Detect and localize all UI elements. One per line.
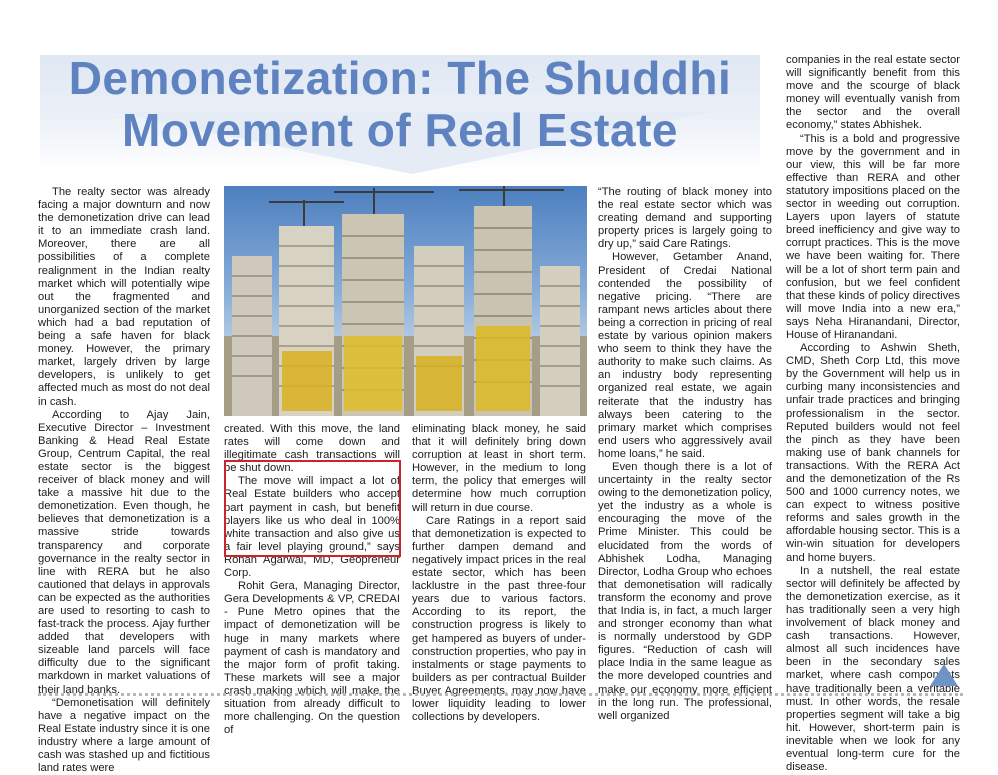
article-column-4 — [598, 186, 772, 723]
paragraph: Care Ratings in a report said that demonetization is expected to further dampen demand and negatively impact prices in the real estate sector, which has been lacklustre in the past three-four years due to various factors. According to its report, the construction progress is likely to get hampered as buyers of under-construction properties, who pay in instalments or stage payments to builders as per contractual Builder Buyer Agreements, may now have lower liquidity leading to lower collections by developers. — [412, 514, 586, 724]
page-corner-triangle-icon — [930, 664, 958, 686]
article-column-1 — [38, 186, 210, 775]
paragraph: The realty sector was already facing a major downturn and now the demonetization drive can lead it to an immediate crash land. Moreover, there are all possibilities of a complete realignment in the Indian realty market which will potentially wipe out the fragmented and unorganized section of the market which had a bad reputation of being a safe haven for black money. However, the primary market, largely driven by large developers, is unlikely to get affected much as most do not deal in cash. — [38, 186, 210, 408]
paragraph: “This is a bold and progressive move by the government and in our view, this will be far more effective than RERA and other statutory impositions placed on the sector in weeding out corruption. Layers upon layers of statute breed inefficiency and give way to corrupt practices. This is the move we have been waiting for. There will be a lot of short term pain and confusion, but we feel confident that these kinds of policy directives will move India into a new era,” says Neha Hiranandani, Director, House of Hiranandani. — [786, 132, 960, 341]
paragraph: Rohit Gera, Managing Director, Gera Developments & VP, CREDAI - Pune Metro opines that the impact of demonetization will be huge in many markets where payment of cash is mandatory and the major form of profit taking. These markets will see a major crash making which will make the situation from already difficult to more challenging. On the question of — [224, 580, 400, 737]
paragraph: Even though there is a lot of uncertainty in the realty sector owing to the demonetization policy, yet the industry as a whole is encouraging the move of the Prime Minister. This could be elucidated from the words of Abhishek Lodha, Managing Director, Lodha Group who echoes that demonetisation will radically transform the economy and prove that India is, in fact, a much larger and stronger economy than what is normally understood by GDP figures. “Reduction of cash will place India in the same league as the more developed countries and make our economy more efficient in the long run. The professional, well organized — [598, 460, 772, 722]
headline-line-2: Movement of Real Estate — [122, 104, 678, 156]
paragraph: eliminating black money, he said that it will definitely bring down corruption at least in short term. However, in the medium to long term, the policy that emerges will determine how much corruption will return in due course. — [412, 423, 586, 514]
construction-site-photo — [224, 186, 587, 416]
footer-dotted-rule — [38, 693, 963, 696]
article-column-3 — [412, 423, 586, 724]
paragraph: However, Getamber Anand, President of Credai National contended the possibility of negative pricing. “There are rampant news articles about there being a correction in pricing of real estate by various opinion makers who seem to think they have the authority to make such claims. As an industry body representing organized real estate, we again reiterate that the industry has always been catering to the primary market which comprises end users who aggressively avail home loans,” he said. — [598, 251, 772, 460]
construction-illustration — [224, 186, 587, 416]
headline-line-1: Demonetization: The Shuddhi — [68, 52, 732, 104]
paragraph: In a nutshell, the real estate sector will definitely be affected by the demonetization exercise, as it has traditionally seen a very high involvement of black money and cash transactions. However, almost all such incidences have been in the secondary sales market, where cash components have traditionally been a veritable must. In other words, the resale properties segment will take a big hit. However, short-term pain is inevitable when we look for any eventual long-term cure for the disease. — [786, 564, 960, 774]
paragraph: “Demonetisation will definitely have a negative impact on the Real Estate industry since it is one industry where a large amount of cash was stashed up and fictitious land rates were — [38, 696, 210, 775]
paragraph: “The routing of black money into the real estate sector which was creating demand and supporting property prices is largely going to dry up,” said Care Ratings. — [598, 186, 772, 251]
paragraph: According to Ashwin Sheth, CMD, Sheth Corp Ltd, this move by the Government will help us in curbing many inconsistencies and unfair trade practices and bringing professionalism in the sector. Reputed builders would not feel the pinch as they have been making use of bank channels for transactions. With the RERA Act and the demonetization of the Rs 500 and 1000 currency notes, we can expect to witness positive reforms and sales growth in the affordable housing sector. This is a win-win situation for developers and home buyers. — [786, 342, 960, 564]
quote-highlight-box — [224, 460, 401, 557]
paragraph: created. With this move, the land rates will come down and illegitimate cash transactions will be shut down. — [224, 423, 400, 475]
paragraph: companies in the real estate sector will significantly benefit from this move and the scourge of black money will eventually vanish from the sector and the overall economy,” states Abhishek. — [786, 54, 960, 132]
paragraph: According to Ajay Jain, Executive Director – Investment Banking & Head Real Estate Group, Centrum Capital, the real estate sector is the biggest receiver of black money and will take a massive hit due to the demonetization. Even though, he believes that demonetization is a massive stride towards transparency and corporate governance in the realty sector in line with RERA but he also cautioned that delays in approvals can be expected as the authorities are used to resorting to cash to fast-track the process. Ajay further added that developers with sizeable land parcels will face difficulty due to the significant markdown in market valuations of their land banks. — [38, 408, 210, 696]
headline — [40, 52, 760, 156]
highlighted-quote: The move will impact a lot of Real Estate builders who accept part payment in cash, but benefit players like us who deal in 100% white transaction and also give us a fair level playing ground,” says Rohan Agarwal, MD, Geopreneur Corp. — [224, 475, 400, 580]
